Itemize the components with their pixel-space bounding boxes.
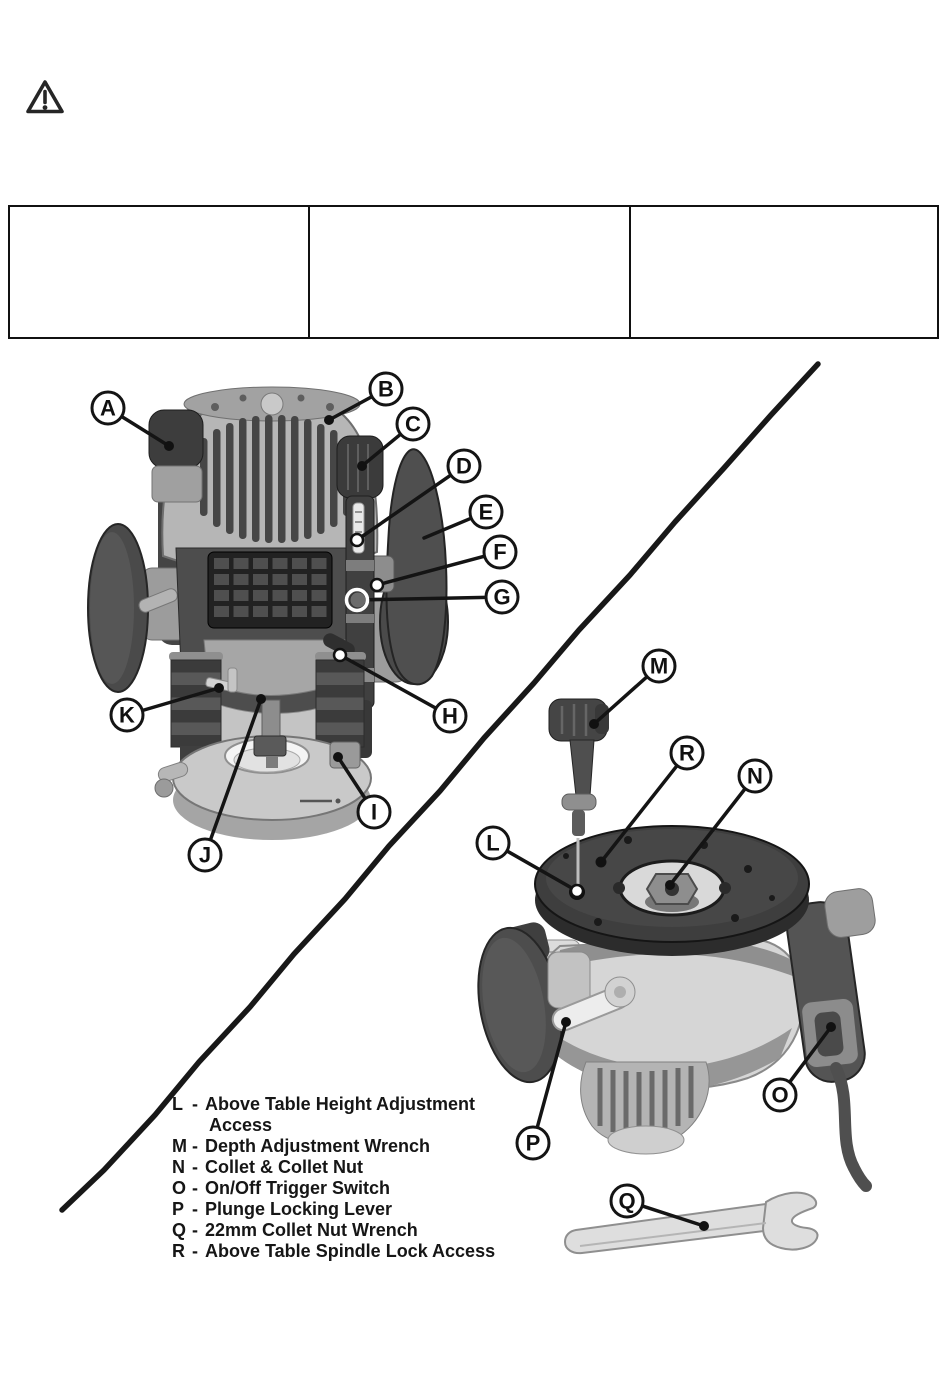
- legend-item-label: Depth Adjustment Wrench: [205, 1136, 431, 1156]
- callout-letter: C: [405, 411, 421, 437]
- callout-letter: R: [679, 740, 695, 766]
- right-column-boot: [316, 660, 364, 747]
- callout-target-dot: [699, 1221, 709, 1231]
- legend-item-label: Above Table Height Adjustment Access: [205, 1094, 476, 1135]
- legend-item-key: L: [172, 1094, 183, 1114]
- callout-target-dot: [164, 441, 174, 451]
- legend-item-key: P: [172, 1199, 185, 1219]
- callout-M: [589, 650, 675, 729]
- legend-item-Q: [172, 1220, 509, 1241]
- legend-item-separator: -: [192, 1136, 198, 1156]
- callout-target-dot: [561, 1017, 571, 1027]
- callout-letter: G: [493, 584, 511, 610]
- callout-letter: M: [649, 653, 669, 679]
- collet-nut: [254, 736, 286, 756]
- parts-legend: [172, 1094, 509, 1262]
- spec-table: [8, 205, 939, 339]
- legend-item-M: [172, 1136, 509, 1157]
- callout-target-dot: [334, 649, 346, 661]
- callout-target-dot: [665, 880, 675, 890]
- legend-item-key: Q: [172, 1220, 187, 1240]
- callout-leader-line: [368, 597, 486, 599]
- legend-item-separator: -: [192, 1094, 198, 1114]
- callout-letter: L: [486, 830, 500, 856]
- legend-item-label: 22mm Collet Nut Wrench: [205, 1220, 418, 1240]
- legend-item-label: Above Table Spindle Lock Access: [205, 1241, 496, 1261]
- callout-letter: H: [442, 703, 458, 729]
- callout-target-dot: [333, 752, 343, 762]
- legend-item-P: [172, 1199, 509, 1220]
- legend-item-label: Plunge Locking Lever: [205, 1199, 393, 1219]
- spec-table-cell-1: [10, 207, 308, 337]
- callout-letter: K: [119, 702, 135, 728]
- callout-target-dot: [371, 579, 383, 591]
- legend-item-key: N: [172, 1157, 185, 1177]
- callout-letter: O: [771, 1082, 789, 1108]
- callout-letter: Q: [618, 1188, 636, 1214]
- callout-target-dot: [256, 694, 266, 704]
- callout-target-dot: [826, 1022, 836, 1032]
- plunge-router-upright-view: [88, 387, 448, 840]
- callout-letter: B: [378, 376, 394, 402]
- legend-item-separator: -: [192, 1157, 198, 1177]
- callout-letter: J: [198, 842, 212, 868]
- callout-letter: P: [525, 1130, 541, 1156]
- legend-item-key: R: [172, 1241, 185, 1261]
- callout-target-dot: [324, 415, 334, 425]
- legend-list: [172, 1094, 509, 1262]
- speed-dial: [350, 592, 366, 608]
- callout-letter: D: [456, 453, 472, 479]
- legend-item-key: M: [172, 1136, 187, 1156]
- legend-item-R: [172, 1241, 509, 1262]
- legend-item-N: [172, 1157, 509, 1178]
- callout-target-dot: [214, 683, 224, 693]
- legend-item-separator: -: [192, 1199, 198, 1219]
- left-column-boot: [171, 660, 221, 747]
- callout-letter: I: [370, 799, 378, 825]
- legend-item-separator: -: [192, 1178, 198, 1198]
- legend-item-L: [172, 1094, 509, 1136]
- callout-target-dot: [351, 534, 363, 546]
- spec-table-cell-2: [308, 207, 630, 337]
- callout-target-dot: [571, 885, 583, 897]
- callout-letter: E: [478, 499, 494, 525]
- callout-letter: A: [100, 395, 116, 421]
- legend-item-label: Collet & Collet Nut: [205, 1157, 363, 1177]
- power-cord: [836, 1068, 866, 1186]
- callout-target-dot: [596, 857, 606, 867]
- callout-letter: N: [747, 763, 763, 789]
- callout-target-dot: [589, 719, 599, 729]
- legend-item-label: On/Off Trigger Switch: [205, 1178, 391, 1198]
- legend-item-O: [172, 1178, 509, 1199]
- warning-triangle-icon: [25, 79, 65, 115]
- callout-leader-line: [594, 677, 647, 724]
- callout-letter: F: [493, 539, 507, 565]
- callout-target-dot: [357, 461, 367, 471]
- legend-item-separator: -: [192, 1220, 198, 1240]
- legend-item-key: O: [172, 1178, 187, 1198]
- legend-item-separator: -: [192, 1241, 198, 1261]
- spec-table-cell-3: [629, 207, 937, 337]
